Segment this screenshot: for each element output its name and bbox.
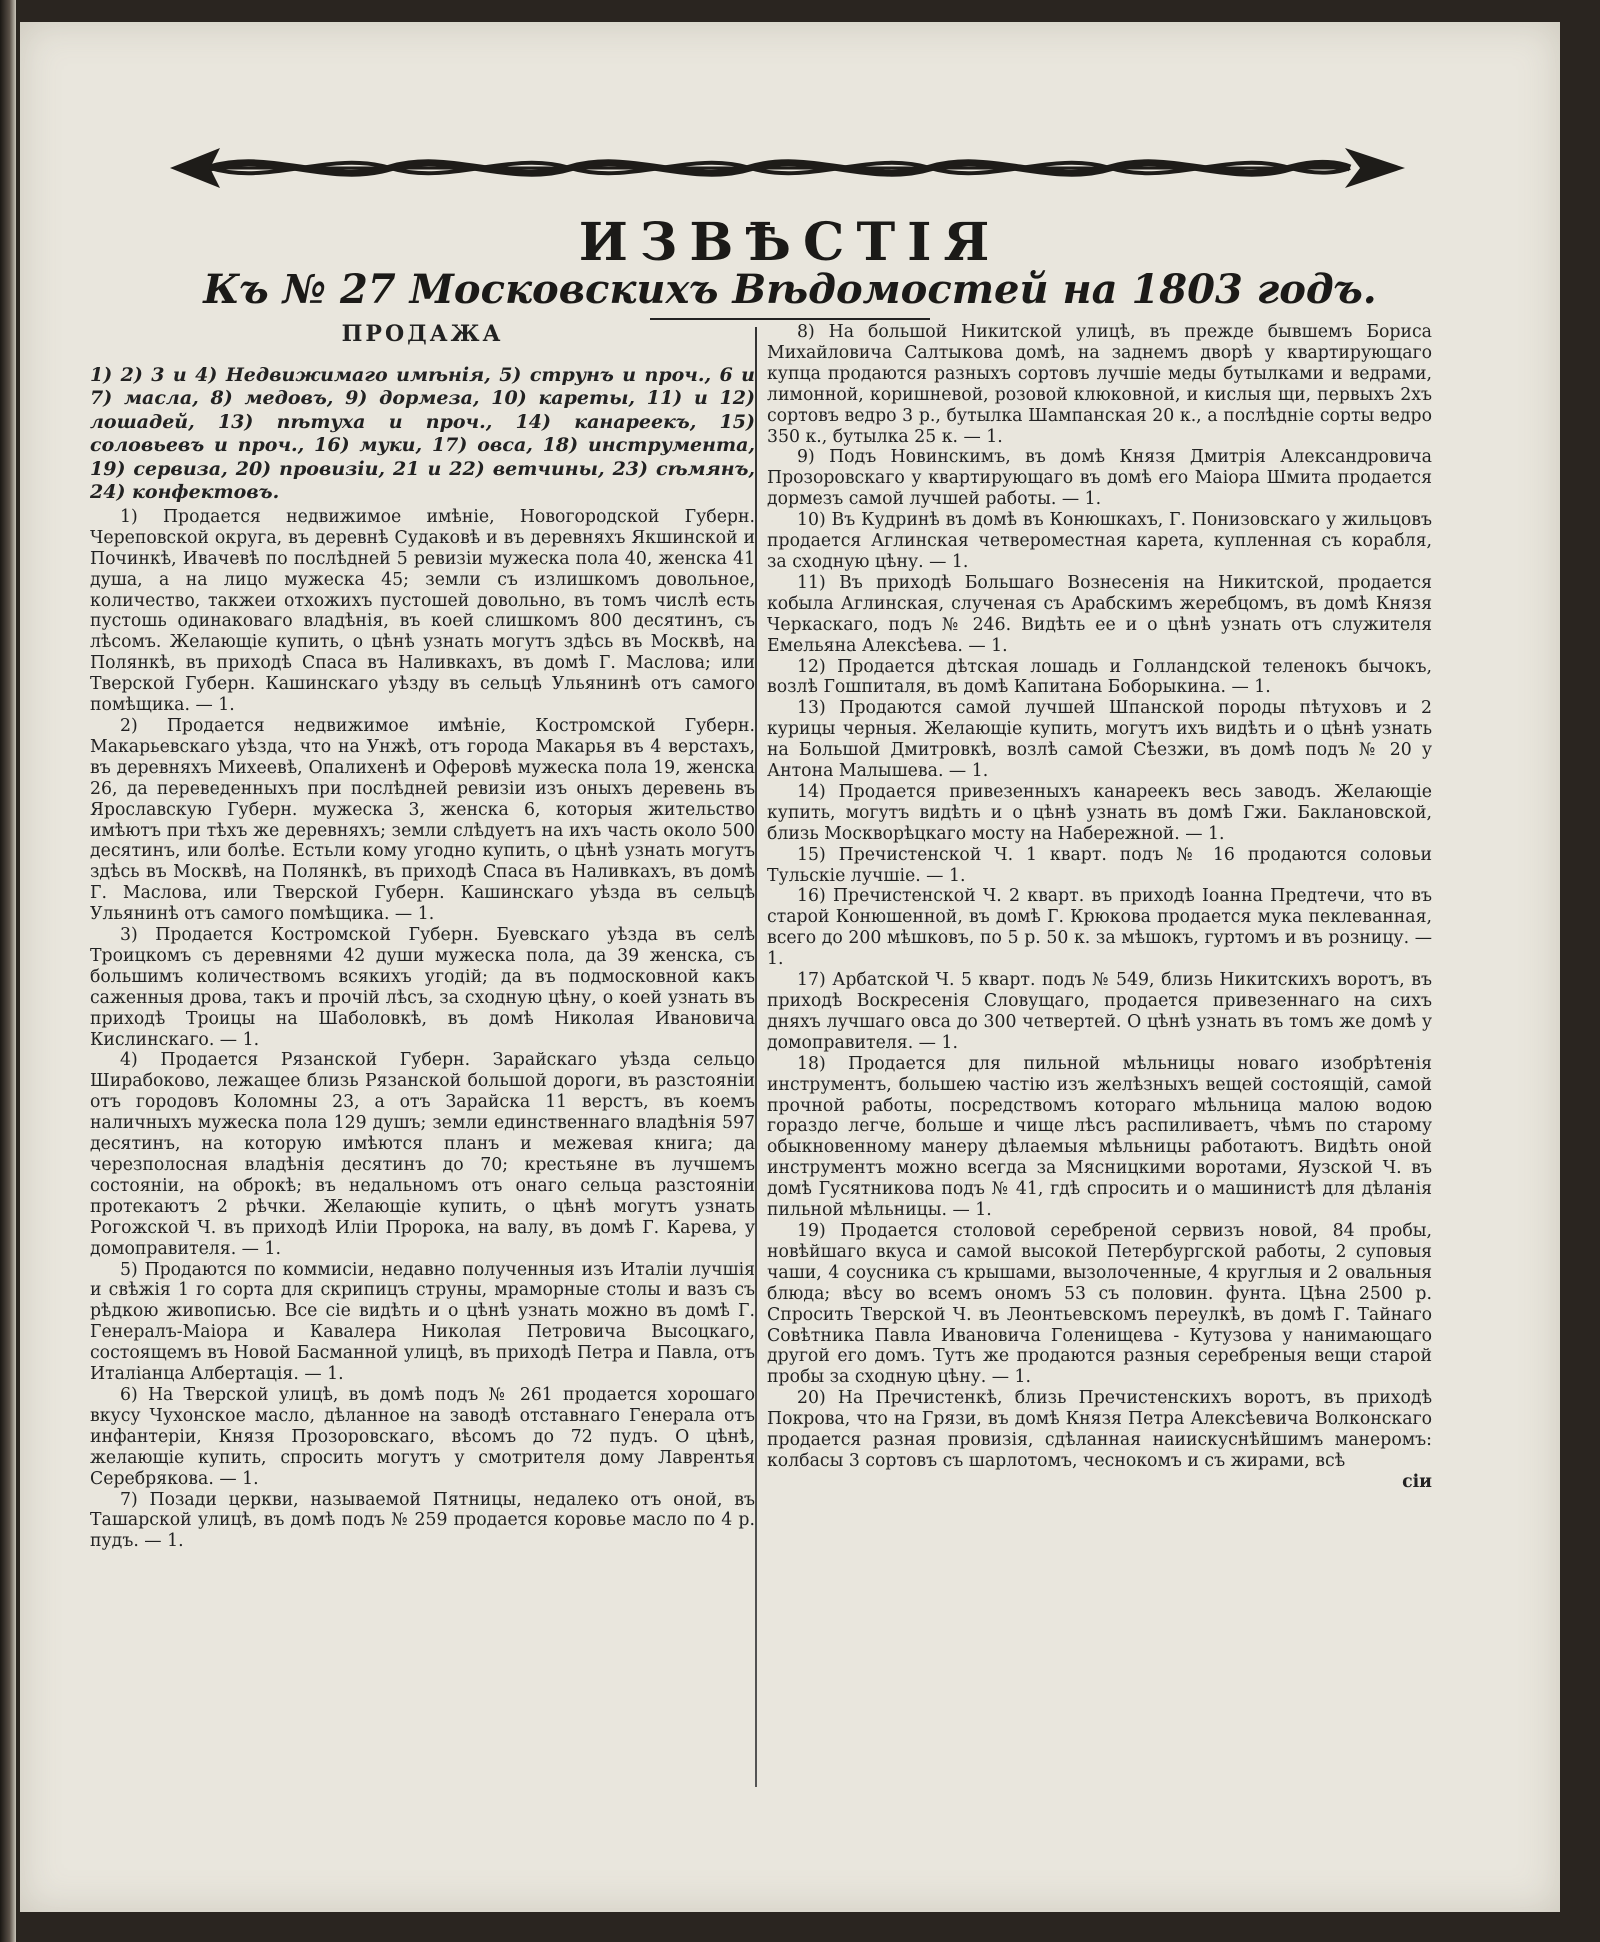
notice-entry: 12) Продается дѣтская лошадь и Голландской теленокъ бычокъ, возлѣ Гошпиталя, въ домѣ Капитана Боборыкина. — 1. [767,656,1432,698]
issue-subtitle: Къ № 27 Московскихъ Вѣдомостей на 1803 годъ. [203,266,1377,313]
notice-entry: 5) Продаются по коммисіи, недавно полученныя изъ Италіи лучшія и свѣжія 1 го сорта для скрипицъ струны, мраморные столы и вазъ съ рѣдкою живописью. Все сіе видѣть и о цѣнѣ узнать можно въ домѣ Г. Генералъ-Маіора и Кавалера Николая Петровича Высоцкаго, состоящемъ въ Новой Басманной улицѣ, въ приходѣ Петра и Павла, отъ Италіанца Албертація. — 1. [90,1259,755,1385]
column-divider [755,327,757,1787]
notice-entry: 14) Продается привезенныхъ канареекъ весь заводъ. Желающіе купить, могутъ видѣть и о цѣнѣ узнать въ домѣ Гжи. Баклановской, близь Москворѣцкаго мосту на Набережной. — 1. [767,781,1432,844]
notice-entry: 10) Въ Кудринѣ въ домѣ въ Конюшкахъ, Г. Понизовскаго у жильцовъ продается Аглинская четвероместная карета, купленная съ корабля, за сходную цѣну. — 1. [767,510,1432,572]
issue-title: ИЗВѢСТІЯ [578,212,1002,273]
section-heading: ПРОДАЖА [341,322,504,347]
notice-entry: 20) На Пречистенкѣ, близь Пречистенскихъ воротъ, въ приходѣ Покрова, что на Грязи, въ домѣ Князя Петра Алексѣевича Волконскаго продается разная провизія, сдѣланная наиискуснѣйшимъ манеромъ: колбасы 3 сортовъ съ шарлотомъ, чеснокомъ и съ жирами, всѣ [767,1388,1432,1471]
notice-entry: 2) Продается недвижимое имѣніе, Костромской Губерн. Макарьевскаго уѣзда, что на Унжѣ, отъ города Макарья въ 4 верстахъ, въ деревняхъ Михеевѣ, Опалихенѣ и Оферовѣ мужеска пола 19, женска 26, да переведенныхъ при послѣдней ревизіи изъ оныхъ деревень въ Ярославскую Губерн. мужеска 3, женска 6, которыя жительство имѣютъ при тѣхъ же деревняхъ; земли слѣдуетъ на ихъ часть около 500 десятинъ, или болѣе. Естьли кому угодно купить, о цѣнѣ узнать могутъ здѣсь въ Москвѣ, на Полянкѣ, въ приходѣ Спаса въ Наливкахъ, въ домѣ Г. Маслова, или Тверской Губерн. Кашинскаго уѣзда въ сельцѣ Ульянинѣ отъ самого помѣщика. — 1. [90,715,755,925]
title-rule [650,318,930,320]
notice-entry: 13) Продаются самой лучшей Шпанской породы пѣтуховъ и 2 курицы черныя. Желающіе купить, могутъ ихъ видѣть и о цѣнѣ узнать на Большой Дмитровкѣ, возлѣ самой Сѣезжи, въ домѣ подъ № 20 у Антона Малышева. — 1. [767,698,1432,782]
notice-entry: 11) Въ приходѣ Большаго Вознесенія на Никитской, продается кобыла Аглинская, слученая съ Арабскимъ жеребцомъ, въ домѣ Князя Черкаскаго, подъ № 246. Видѣть ее и о цѣнѣ узнать отъ служителя Емельяна Алексѣева. — 1. [767,572,1432,656]
right-column [767,322,1432,1882]
notice-entry: 6) На Тверской улицѣ, въ домѣ подъ № 261 продается хорошаго вкусу Чухонское масло, дѣланное на заводѣ отставнаго Генерала отъ инфантеріи, Князя Прозоровскаго, вѣсомъ до 72 пудъ. О цѣнѣ, желающіе купить, спросить могутъ у смотрителя дому Лаврентья Серебрякова. — 1. [90,1384,755,1489]
notice-entry: 19) Продается столовой серебреной сервизъ новой, 84 пробы, новѣйшаго вкуса и самой высокой Петербургской работы, 2 суповыя чаши, 4 соусника съ крышами, вызолоченные, 4 круглыя и 2 овальныя блюда; вѣсу во всемъ ономъ 53 съ половин. фунта. Цѣна 2500 р. Спросить Тверской Ч. въ Леонтьевскомъ переулкѣ, въ домѣ Г. Тайнаго Совѣтника Павла Ивановича Голенищева - Кутузова у нанимающаго другой его домъ. Тутъ же продаются разныя серебреныя вещи старой пробы за сходную цѣну. — 1. [767,1220,1432,1388]
notice-entry: 7) Позади церкви, называемой Пятницы, недалеко отъ оной, въ Ташарской улицѣ, въ домѣ подъ № 259 продается коровье масло по 4 р. пудъ. — 1. [90,1489,755,1552]
notice-entry: 17) Арбатской Ч. 5 кварт. подъ № 549, близь Никитскихъ воротъ, въ приходѣ Воскресенія Словущаго, продается привезеннаго на сихъ дняхъ лучшаго овса до 300 четвертей. О цѣнѣ узнать въ томъ же домѣ у домоправителя. — 1. [767,970,1432,1053]
notice-entry: 3) Продается Костромской Губерн. Буевскаго уѣзда въ селѣ Троицкомъ съ деревнями 42 души мужеска пола, да 39 женска, съ большимъ количествомъ всякихъ угодій; да въ подмосковной какъ саженныя дрова, такъ и прочій лѣсъ, за сходную цѣну, о коей узнать въ приходѣ Троицы на Шаболовкѣ, въ домѣ Николая Ивановича Кислинскаго. — 1. [90,925,755,1050]
newspaper-page [20,22,1560,1912]
catchword: сіи [1402,1471,1432,1492]
notice-entry: 1) Продается недвижимое имѣніе, Новогородской Губерн. Череповской округа, въ деревнѣ Судаковѣ и въ деревняхъ Якшинской и Починкѣ, Ивачевѣ по послѣдней 5 ревизіи мужеска пола 40, женска 41 душа, а на лицо мужеска 45; земли съ излишкомъ довольное, количество, такжеи отхожихъ пустошей довольно, въ томъ числѣ есть пустошь одинаковаго владѣнія, въ коей слишкомъ 800 десятинъ, съ лѣсомъ. Желающіе купить, о цѣнѣ узнать могутъ здѣсь въ Москвѣ, на Полянкѣ, въ приходѣ Спаса въ Наливкахъ, въ домѣ Г. Маслова; или Тверской Губерн. Кашинскаго уѣзду въ сельцѣ Ульянинѣ отъ самого помѣщика. — 1. [90,506,755,716]
ornament-arrow-divider [150,140,1420,196]
section-index: 1) 2) 3 и 4) Недвижимаго имѣнія, 5) струнъ и проч., 6 и 7) масла, 8) медовъ, 9) дормеза, 10) кареты, 11) и 12) лошадей, 13) пѣтуха и проч., 14) канареекъ, 15) соловьевъ и проч., 16) муки, 17) овса, 18) инструмента, 19) сервиза, 20) провизіи, 21 и 22) ветчины, 23) сѣмянъ, 24) конфектовъ. [90,363,755,504]
left-column [90,322,755,1882]
notice-entry: 18) Продается для пильной мѣльницы новаго изобрѣтенія инструментъ, большею частію изъ желѣзныхъ вещей состоящій, самой прочной работы, посредствомъ котораго мѣльница малою водою гораздо легче, больше и чище лѣсъ распиливаетъ, чѣмъ по старому обыкновенному манеру дѣлаемыя мѣльницы работаютъ. Видѣть оной инструментъ можно всегда за Мясницкими воротами, Яузской Ч. въ домѣ Гусятникова подъ № 41, гдѣ спросить и о машинистѣ для дѣланія пильной мѣльницы. — 1. [767,1053,1432,1221]
notice-entry: 8) На большой Никитской улицѣ, въ прежде бывшемъ Бориса Михайловича Салтыкова домѣ, на заднемъ дворѣ у квартирующаго купца продаются разныхъ сортовъ лучшіе меды бутылками и ведрами, лимонной, коришневой, розовой клюковной, и кислыя щи, первыхъ 2хъ сортовъ ведро 3 р., бутылка Шампанская 20 к., а послѣдніе сорты ведро 350 к., бутылка 25 к. — 1. [767,322,1432,447]
notice-entry: 4) Продается Рязанской Губерн. Зарайскаго уѣзда сельцо Ширабоково, лежащее близь Рязанской большой дороги, въ разстояніи отъ городовъ Коломны 23, а отъ Зарайска 11 верстъ, въ коемъ наличныхъ мужеска пола 129 душъ; земли единственнаго владѣнія 597 десятинъ, на которую имѣются планъ и межевая книга; да черезполосная владѣнія десятинъ до 70; крестьяне въ лучшемъ состояніи, на оброкѣ; въ недальномъ отъ онаго сельца разстояніи протекаютъ 2 рѣчки. Желающіе купить, о цѣнѣ могутъ узнать Рогожской Ч. въ приходѣ Иліи Пророка, на валу, въ домѣ Г. Карева, у домоправителя. — 1. [90,1050,755,1259]
notice-entry: 9) Подъ Новинскимъ, въ домѣ Князя Дмитрія Александровича Прозоровскаго у квартирующаго въ домѣ его Маіора Шмита продается дормезъ самой лучшей работы. — 1. [767,447,1432,510]
notice-entry: 16) Пречистенской Ч. 2 кварт. въ приходѣ Іоанна Предтечи, что въ старой Конюшенной, въ домѣ Г. Крюкова продается мука пеклеванная, всего до 200 мѣшковъ, по 5 р. 50 к. за мѣшокъ, гуртомъ и въ розницу. — 1. [767,886,1432,970]
book-binding [0,0,16,1942]
notice-entry: 15) Пречистенской Ч. 1 кварт. подъ № 16 продаются соловьи Тульскіе лучшіе. — 1. [767,844,1432,886]
